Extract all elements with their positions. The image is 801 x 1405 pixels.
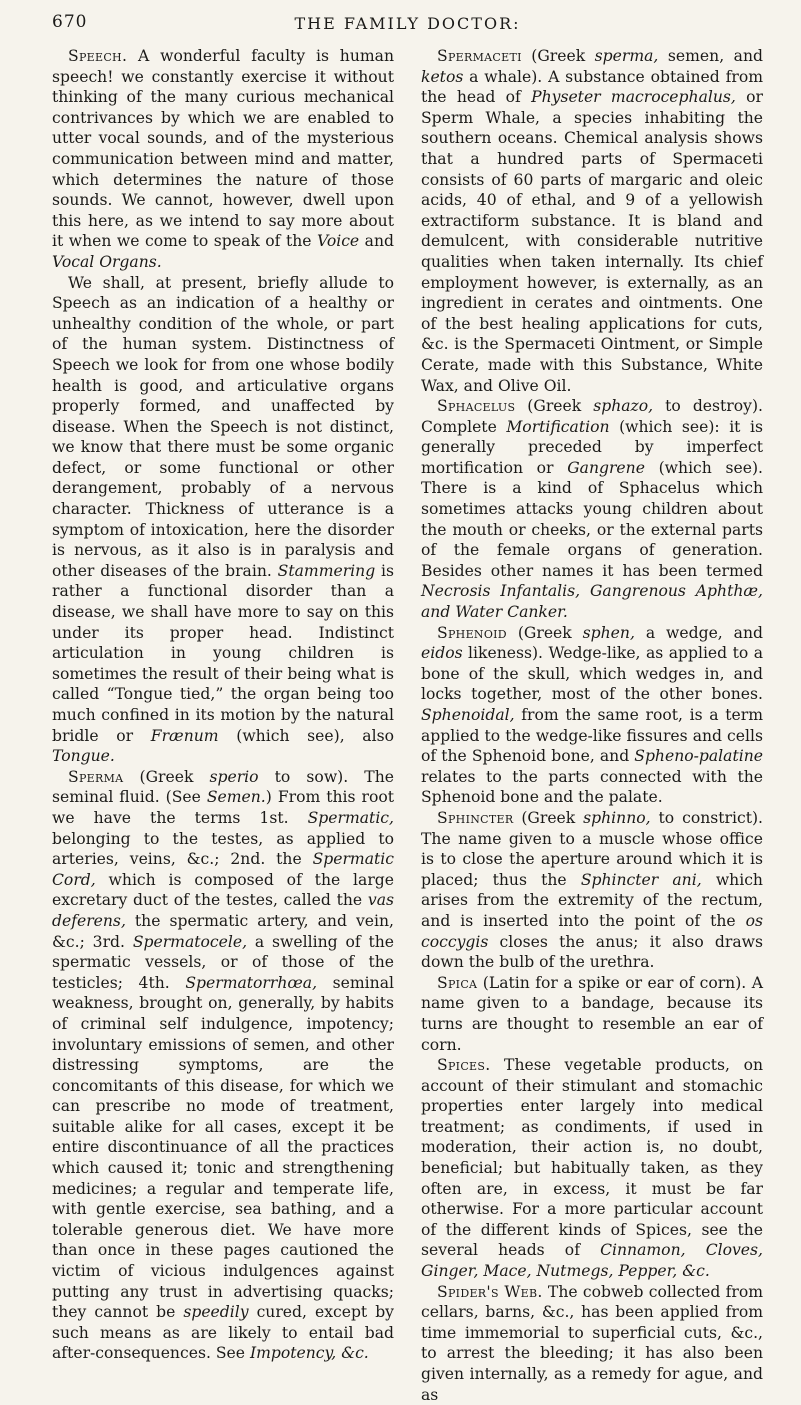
italic-text: sphinno, <box>583 808 651 827</box>
italic-text: Frænum <box>150 726 219 745</box>
entry-paragraph <box>421 1282 763 1405</box>
body-text: a wedge, and <box>634 623 763 642</box>
entry-term: Sphincter <box>437 808 514 827</box>
entry-term: Sphacelus <box>437 397 516 416</box>
italic-text: Impotency, &c. <box>249 1344 369 1363</box>
body-text: (Greek <box>506 623 583 642</box>
body-text: A wonderful faculty is human speech! we constantly exercise it without thinking of the many curious mechanical contrivances by which we are enabled to utter vocal sounds, and of the mysterious communication between mind and matter, which determines the nature of those sounds. We cannot, however, dwell upon this here, as we intend to say more about it when we come to speak of the <box>52 47 394 251</box>
body-text: a whale). A substance obtained from the head of <box>421 67 763 107</box>
page-header <box>52 12 763 42</box>
italic-text: Tongue. <box>52 747 115 766</box>
italic-text: Sphenoidal, <box>421 706 515 724</box>
left-column <box>52 46 394 1405</box>
body-text: We shall, at present, briefly allude to Speech as an indication of a healthy or unhealthy condition of the whole, or part of the human system. Distinctness of Speech we look for from one whose bodily health is good, and articulative organs properly formed, and unaffected by disease. When the Speech is not distinct, we know that there must be some organic defect, or some functional or other derangement, probably of a nervous character. Thickness of utterance is a symptom of intoxication, here the disorder is nervous, as it also is in paralysis and other diseases of the brain. <box>52 273 394 580</box>
body-text: These vegetable products, on account of their stimulant and stomachic properties enter largely into medical treatment; as condiments, if used in moderation, their action is, no doubt, beneficial; but habitually taken, as they often are, in excess, it must be far otherwise. For a more particular account of the different kinds of Spices, see the several heads of <box>421 1056 763 1260</box>
entry-term: Sperma <box>68 767 124 786</box>
italic-text: sperio <box>209 767 259 786</box>
entry-term: Speech. <box>68 47 128 65</box>
italic-text: Spheno-palatine <box>634 747 763 766</box>
body-text: (Latin for a spike or ear of corn). A name given to a bandage, because its turns are thought to resemble an ear of corn. <box>421 973 763 1054</box>
body-text: is rather a functional disorder than a disease, we shall have more to say on this under its proper head. Indistinct articulation in young children is sometimes the result of their being what is called “Tongue tied,” the organ being too much confined in its motion by the natural bridle or <box>52 561 395 745</box>
body-text: which is composed of the large excretary duct of the testes, called the <box>52 870 394 910</box>
italic-text: Spermatocele, <box>132 932 248 951</box>
italic-text: sphazo, <box>593 397 654 416</box>
entry-term: Spider's Web. <box>437 1282 543 1301</box>
italic-text: Cinnamon, Cloves, Ginger, Mace, Nutmegs, Pepper, &c. <box>421 1241 763 1281</box>
italic-text: speedily <box>183 1303 249 1322</box>
body-text: ) From this root we have the terms 1st. <box>52 788 394 827</box>
italic-text: Vocal Organs. <box>52 252 162 271</box>
body-text: from the same root, is a term applied to the wedge-like fissures and cells of the Sphenoid bone, and <box>421 706 763 766</box>
italic-text: Necrosis Infantalis, Gangrenous Aphthæ, and Water Canker. <box>421 582 763 622</box>
body-text: semen, and <box>658 47 763 65</box>
entry-paragraph <box>421 1055 763 1282</box>
italic-text: os coccygis <box>421 911 763 951</box>
entry-term: Spica <box>437 973 478 992</box>
body-text: (Greek <box>513 808 584 827</box>
italic-text: Spermatorrhœa, <box>185 973 318 992</box>
italic-text: eidos <box>421 644 463 663</box>
body-text: (which see): it is generally preceded by imperfect mortification or <box>421 417 763 477</box>
body-text: The cobweb collected from cellars, barns, &c., has been applied from time immemorial to superficial cuts, &c., to arrest the bleeding; it has also been given internally, as a remedy for ague, and as <box>421 1282 763 1404</box>
body-text: or Sperm Whale, a species inhabiting the southern oceans. Chemical analysis shows that a hundred parts of Spermaceti consists of 60 parts of margaric and oleic acids, 40 of ethal, and 9 of a yellowish extractiform substance. It is bland and demulcent, with considerable nutritive qualities when taken internally. Its chief employment however, is externally, as an ingredient in cerates and ointments. One of the best healing applications for cuts, &c. is the Spermaceti Ointment, or Simple Cerate, made with this Substance, White Wax, and Olive Oil. <box>421 88 763 395</box>
italic-text: Gangrene <box>567 458 645 477</box>
body-text: the spermatic artery, and vein, &c.; 3rd. <box>52 911 394 951</box>
body-text: cured, except by such means as are likely to entail bad after-consequences. See <box>52 1303 394 1363</box>
body-text: and <box>359 232 394 251</box>
body-text: to destroy). Complete <box>421 397 763 436</box>
entry-paragraph <box>52 46 394 273</box>
entry-paragraph <box>421 623 763 808</box>
italic-text: Physeter macrocephalus, <box>531 88 736 107</box>
entry-paragraph <box>421 973 763 1055</box>
entry-paragraph <box>52 767 394 1364</box>
body-text: likeness). Wedge-like, as applied to a bone of the skull, which wedges in, and locks together, most of the other bones. <box>421 644 763 704</box>
italic-text: ketos <box>421 67 464 86</box>
entry-term: Spices. <box>437 1056 491 1075</box>
italic-text: Semen. <box>206 788 266 807</box>
body-text: (Greek <box>515 397 594 416</box>
body-text: a swelling of the spermatic vessels, or of those of the testicles; 4th. <box>52 932 394 992</box>
italic-text: sphen, <box>582 623 635 642</box>
italic-text: Mortification <box>506 417 610 436</box>
italic-text: Sphincter ani, <box>580 870 702 889</box>
body-text: to sow). The seminal fluid. (See <box>52 767 394 807</box>
entry-paragraph <box>421 46 763 396</box>
italic-text: Voice <box>316 232 360 251</box>
page-number: 670 <box>52 12 88 32</box>
italic-text: Spermatic Cord, <box>52 850 394 889</box>
text-columns <box>52 46 763 1405</box>
italic-text: sperma, <box>594 47 659 65</box>
body-text: (Greek <box>521 47 595 65</box>
body-text: belonging to the testes, as applied to arteries, veins, &c.; 2nd. the <box>52 829 394 869</box>
entry-paragraph <box>421 396 763 623</box>
italic-text: Stammering <box>277 561 376 580</box>
body-text: relates to the parts connected with the Sphenoid bone and the palate. <box>421 767 763 807</box>
entry-term: Spermaceti <box>437 47 522 65</box>
italic-text: vas deferens, <box>52 891 394 930</box>
body-text: (Greek <box>123 767 210 786</box>
body-text: (which see), also <box>218 726 394 745</box>
entry-term: Sphenoid <box>437 623 507 642</box>
body-text: to constrict). The name given to a muscle whose office is to close the aperture around which it is placed; thus the <box>421 808 763 889</box>
body-text: seminal weakness, brought on, generally, by habits of criminal self indulgence, impotency; involuntary emissions of semen, and other distressing symptoms, are the concomitants of this disease, for which we can prescribe no mode of treatment, suitable alike for all cases, except it be entire discontinuance of all the practices which caused it; tonic and strengthening medicines; a regular and temperate life, with gentle exercise, sea bathing, and a tolerable generous diet. We have more than once in these pages cautioned the victim of vicious indulgences against putting any trust in advertising quacks; they cannot be <box>52 973 394 1322</box>
body-text: which arises from the extremity of the rectum, and is inserted into the point of the <box>421 870 763 930</box>
body-text: closes the anus; it also draws down the bulb of the urethra. <box>421 932 763 972</box>
entry-paragraph <box>52 273 394 767</box>
body-text: (which see). There is a kind of Sphacelus which sometimes attacks young children about the mouth or cheeks, or the external parts of the female organs of generation. Besides other names it has been termed <box>421 458 763 580</box>
right-column <box>421 46 763 1405</box>
entry-paragraph <box>421 808 763 973</box>
italic-text: Spermatic, <box>307 808 394 827</box>
running-head: THE FAMILY DOCTOR: <box>294 14 521 33</box>
